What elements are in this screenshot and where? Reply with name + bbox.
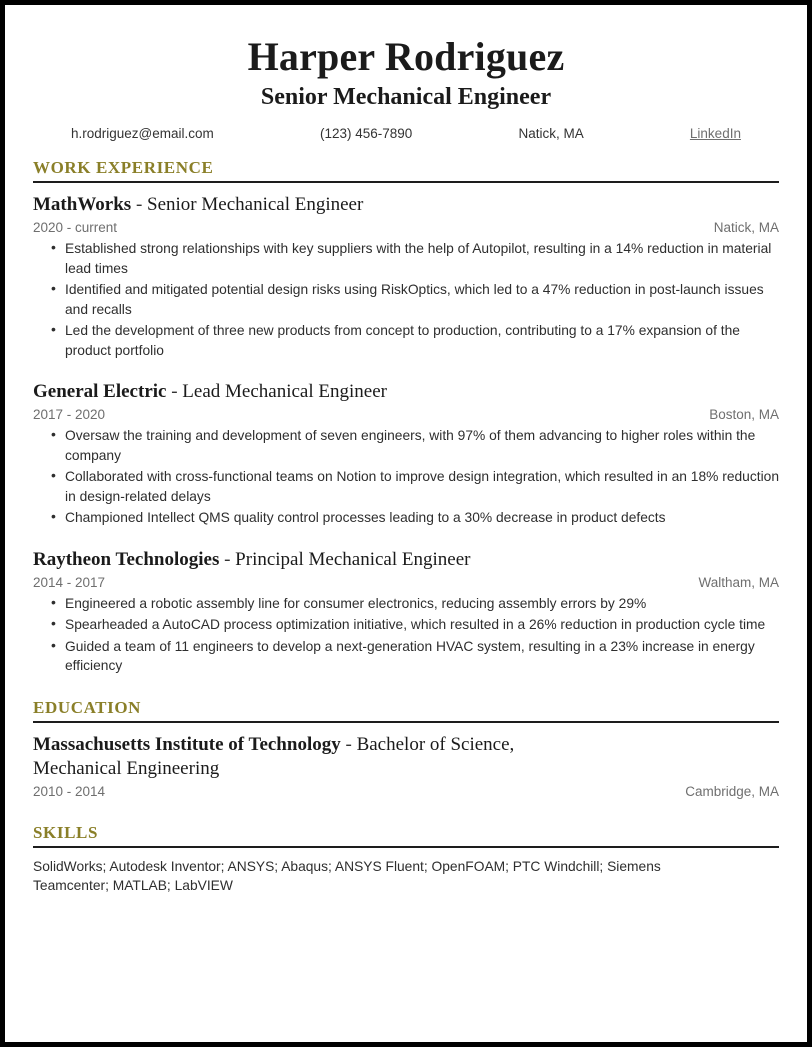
work-entry-separator: - xyxy=(224,548,231,570)
work-entry-bullets xyxy=(33,594,779,676)
section-education xyxy=(33,698,779,799)
work-entry-meta xyxy=(33,575,779,590)
section-title-skills: SKILLS xyxy=(33,822,99,842)
section-work-experience xyxy=(33,158,779,676)
contact-row xyxy=(71,126,741,141)
bullet-item: • Led the development of three new products from concept to production, contributing to a 17% expansion of the product portfolio xyxy=(33,321,779,360)
education-entry-location: Cambridge, MA xyxy=(685,783,779,799)
section-skills xyxy=(33,823,779,896)
bullet-item: • Identified and mitigated potential design risks using RiskOptics, which led to a 47% reduction in post-launch issues and recalls xyxy=(33,280,779,319)
education-entry-dates: 2010 - 2014 xyxy=(33,783,106,799)
work-entry-role: Principal Mechanical Engineer xyxy=(235,548,471,570)
education-entry-heading xyxy=(33,733,593,781)
work-entry-meta xyxy=(33,407,779,422)
contact-phone[interactable]: (123) 456-7890 xyxy=(319,126,413,141)
work-entry-heading xyxy=(33,548,779,572)
candidate-headline: Senior Mechanical Engineer xyxy=(260,84,552,110)
work-entry-dates: 2020 - current xyxy=(33,220,118,235)
work-entry-location: Boston, MA xyxy=(709,407,779,422)
candidate-name: Harper Rodriguez xyxy=(247,34,565,79)
work-entry xyxy=(33,193,779,360)
skills-list: SolidWorks; Autodesk Inventor; ANSYS; Abaqus; ANSYS Fluent; OpenFOAM; PTC Windchill; Siemens Teamcenter; MATLAB; LabVIEW xyxy=(33,858,661,893)
education-entry-organization: Massachusetts Institute of Technology xyxy=(33,733,341,755)
work-entry-location: Waltham, MA xyxy=(698,574,779,590)
work-entry-separator: - xyxy=(135,194,143,215)
work-entry-meta xyxy=(33,220,779,235)
work-entry-heading xyxy=(33,380,779,404)
section-title-work-experience: WORK EXPERIENCE xyxy=(33,158,214,177)
work-entry xyxy=(33,548,779,676)
education-entry-meta xyxy=(33,784,779,799)
bullet-item: • Oversaw the training and development of seven engineers, with 97% of them advancing to higher roles within the company xyxy=(33,426,779,465)
education-entry-separator: - xyxy=(345,733,352,755)
education-entry xyxy=(33,733,779,799)
work-entry-organization: Raytheon Technologies xyxy=(33,548,220,570)
work-entry-location: Natick, MA xyxy=(713,220,779,235)
bullet-item: • Engineered a robotic assembly line for consumer electronics, reducing assembly errors by 29% xyxy=(33,594,779,614)
contact-linkedin-link[interactable]: LinkedIn xyxy=(689,126,741,141)
work-entry-heading xyxy=(33,193,779,217)
bullet-item: • Guided a team of 11 engineers to develop a next-generation HVAC system, resulting in a 23% increase in energy efficiency xyxy=(33,637,779,676)
resume-header xyxy=(33,33,779,141)
section-divider xyxy=(33,721,779,723)
education-entry-degree: Bachelor of Science, Mechanical Engineering xyxy=(33,733,515,779)
bullet-item: • Spearheaded a AutoCAD process optimization initiative, which resulted in a 26% reduction in production cycle time xyxy=(33,615,779,635)
contact-email[interactable]: h.rodriguez@email.com xyxy=(71,126,214,141)
work-entry-organization: MathWorks xyxy=(33,194,132,215)
work-entry-bullets xyxy=(33,426,779,528)
bullet-item: • Collaborated with cross-functional teams on Notion to improve design integration, which resulted in an 18% reduction in design-related delays xyxy=(33,467,779,506)
section-divider xyxy=(33,181,779,183)
section-divider xyxy=(33,846,779,848)
work-entry-role: Senior Mechanical Engineer xyxy=(147,194,364,215)
work-entry-bullets xyxy=(33,239,779,360)
bullet-item: • Established strong relationships with key suppliers with the help of Autopilot, resulting in a 14% reduction in material lead times xyxy=(33,239,779,278)
work-entry-role: Lead Mechanical Engineer xyxy=(182,381,387,402)
work-entry-organization: General Electric xyxy=(33,381,167,402)
work-entry-separator: - xyxy=(171,381,178,402)
work-entry-dates: 2014 - 2017 xyxy=(33,574,106,590)
contact-location: Natick, MA xyxy=(518,126,584,141)
work-entry xyxy=(33,380,779,528)
section-title-education: EDUCATION xyxy=(33,697,142,717)
bullet-item: • Championed Intellect QMS quality control processes leading to a 30% decrease in product defects xyxy=(33,508,779,528)
resume-content xyxy=(5,5,807,896)
work-entry-dates: 2017 - 2020 xyxy=(33,407,106,422)
